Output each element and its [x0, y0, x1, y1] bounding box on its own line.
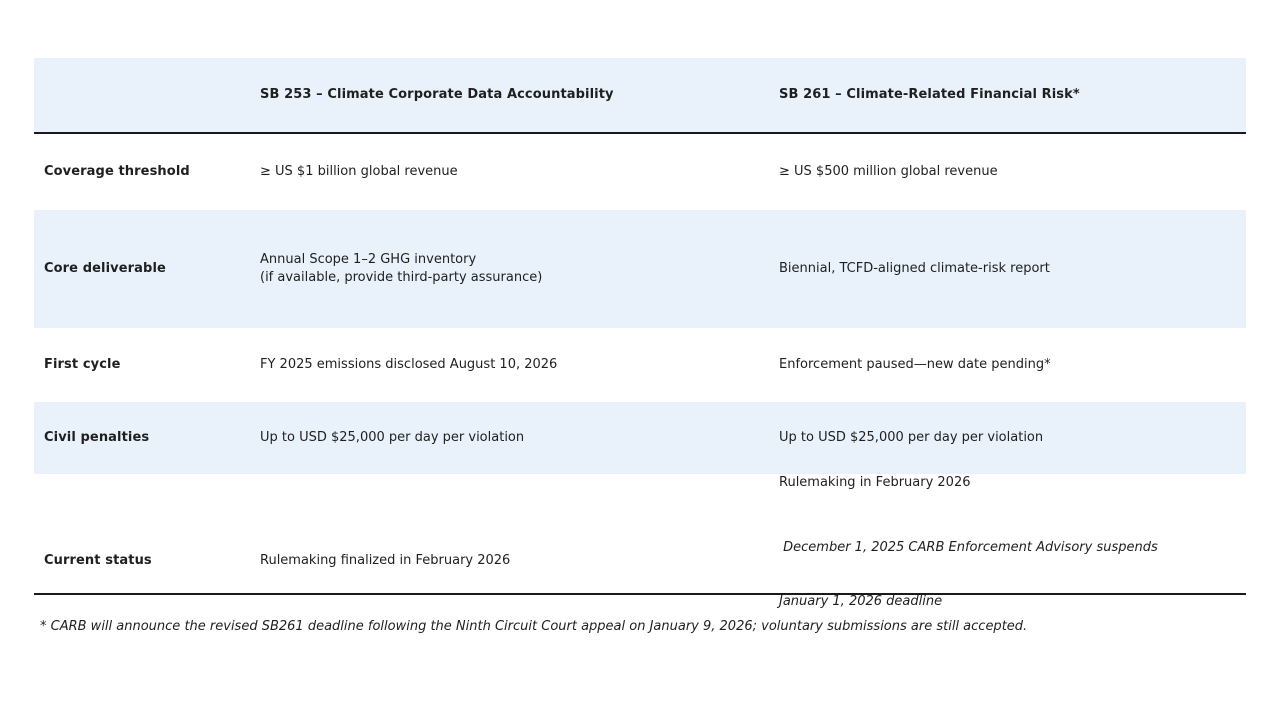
- table-row-civil-penalties: [34, 402, 1246, 474]
- penalties-sb261-cell: Up to USD $25,000 per day per violation: [779, 430, 1044, 445]
- core-sb253-line2: (if available, provide third-party assurance): [260, 270, 543, 285]
- status-sb261-main: Rulemaking in February 2026: [779, 475, 971, 490]
- core-sb253-cell: [260, 251, 779, 287]
- row-label: First cycle: [44, 357, 121, 372]
- table-header-row: [34, 58, 1246, 134]
- core-sb261-cell: Biennial, TCFD-aligned climate-risk report: [779, 261, 1050, 276]
- row-label: Civil penalties: [44, 430, 150, 445]
- row-label: Coverage threshold: [44, 164, 190, 179]
- header-sb253: SB 253 – Climate Corporate Data Accountability: [260, 87, 614, 102]
- table-row-coverage-threshold: [34, 134, 1246, 210]
- row-label: Current status: [44, 552, 152, 568]
- table-row-core-deliverable: [34, 210, 1246, 328]
- footnote: * CARB will announce the revised SB261 deadline following the Ninth Circuit Court appeal on January 9, 2026; voluntary submissions are still accepted.: [40, 619, 1028, 634]
- penalties-sb253-cell: Up to USD $25,000 per day per violation: [260, 430, 525, 445]
- coverage-sb253-cell: ≥ US $1 billion global revenue: [260, 164, 458, 179]
- comparison-table: [34, 58, 1246, 609]
- header-sb261: SB 261 – Climate-Related Financial Risk*: [779, 87, 1080, 102]
- table-row-current-status: [34, 474, 1246, 609]
- coverage-sb261-cell: ≥ US $500 million global revenue: [779, 164, 998, 179]
- status-sb261-note-line2: January 1, 2026 deadline: [779, 594, 943, 609]
- first-cycle-sb261-cell: Enforcement paused—new date pending*: [779, 357, 1051, 372]
- status-sb253-cell: Rulemaking finalized in February 2026: [260, 552, 511, 568]
- table-row-first-cycle: [34, 328, 1246, 402]
- first-cycle-sb253-cell: FY 2025 emissions disclosed August 10, 2026: [260, 357, 558, 372]
- row-label: Core deliverable: [44, 261, 166, 276]
- status-sb261-note-line1: December 1, 2025 CARB Enforcement Advisory suspends: [779, 540, 1158, 555]
- core-sb253-line1: Annual Scope 1–2 GHG inventory: [260, 252, 477, 267]
